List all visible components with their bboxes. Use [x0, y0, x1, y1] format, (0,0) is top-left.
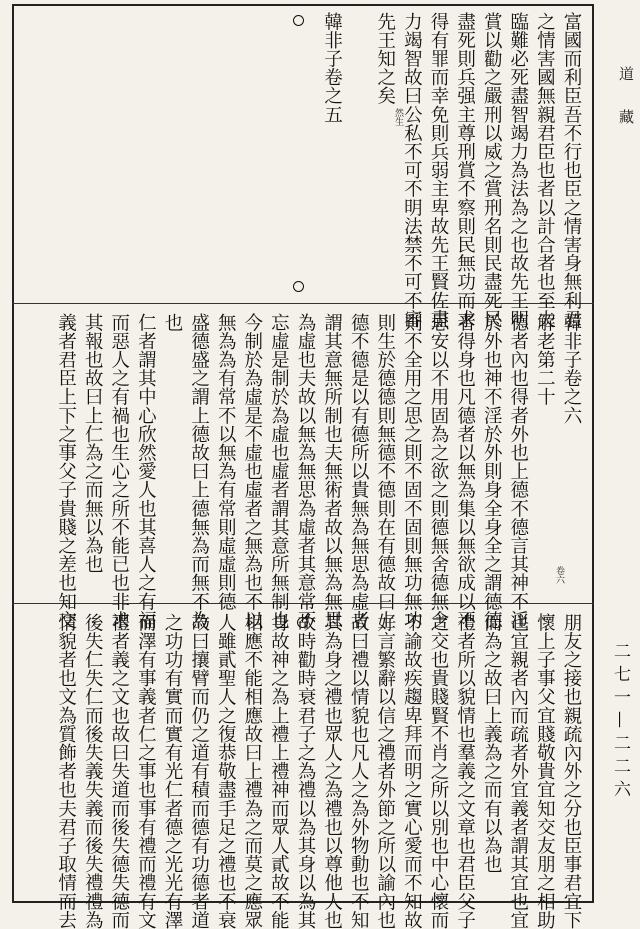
bottom-column-5: 禮者所以貌情也羣義之文章也君臣父子 [454, 613, 476, 929]
middle-column-8: 則生於德德則無德不德則在有德故曰上 [374, 313, 396, 630]
top-column-3: 臨難必死盡智竭力為法為之也故先王明 [507, 12, 529, 329]
bottom-column-14: 人雖貳聖人之復恭敬盡手足之禮也不衰 [215, 613, 237, 929]
middle-column-19: 其報也故曰上仁為之而無以為也 [82, 313, 104, 574]
middle-column-17: 仁者謂其中心欣然愛人也其喜人之有福 [135, 313, 157, 630]
page-mark: 卷六 [554, 566, 564, 584]
bottom-column-2: 懷上子事父宜賤敬貴宜知交友朋之相助 [534, 613, 556, 929]
middle-column-18: 而惡人之有禍也生心之所不能已也非求 [108, 313, 130, 630]
bottom-column-3: 也宜親者內而疏者外宜義者謂其宜也宜 [507, 613, 529, 929]
top-column-1: 富國而利臣吾不行也臣之情害身無利君 [561, 12, 582, 329]
middle-column-1: 韓非子卷之六 [561, 313, 582, 425]
middle-column-12: 忘虛是制於為虛也虛者謂其意所無制也 [268, 313, 290, 630]
bottom-column-10: 其為身之禮也眾人之為禮也以尊他人也 [321, 613, 343, 929]
bottom-column-20: 情貌者也文為質飾者也夫君子取情而去 [55, 613, 77, 929]
bottom-column-19: 後失仁失仁而後失義失義而後失禮禮為 [82, 613, 104, 929]
bottom-column-8: 好言繁辭以信之禮者外節之所以諭內也 [374, 613, 396, 929]
bottom-column-11: 故時勸時衰君子之為禮以為其身以為其 [295, 613, 316, 929]
bottom-column-16: 之功功有實而實有光仁者德之光光有澤 [162, 613, 183, 929]
top-column-4: 賞以勸之嚴刑以威之賞刑名則民盡死民 [481, 12, 503, 329]
middle-column-15: 盛德盛之謂上德故曰上德無為而無不為 [188, 313, 210, 630]
middle-column-11: 為虛也夫故以無為無思為虛者其意常不 [295, 313, 316, 630]
middle-column-10: 謂其意無所制也夫無術者故以無為無思 [321, 313, 343, 630]
bottom-column-12: 身故神之為上禮上禮神而眾人貳故不能 [268, 613, 290, 929]
middle-column-6: 思安以不用固為之欲之則德無舍德無舍 [428, 313, 449, 630]
middle-column-13: 今制於為虛是不虛也虛者之無為也不以 [241, 313, 263, 630]
small-note: 然生 [393, 108, 403, 126]
bottom-column-7: 不諭故疾趨卑拜而明之實心愛而不知故 [401, 613, 423, 929]
top-column-6: 得有罪而幸免則兵弱主卑故先王賢佐盡 [428, 12, 449, 329]
bottom-column-1: 朋友之接也親疏內外之分也臣事君宜下 [561, 613, 582, 929]
end-circle-mark [293, 281, 304, 292]
paragraph-circle-mark [297, 617, 308, 628]
page-number: 二七一—二二六 [610, 642, 630, 803]
middle-column-20: 義者君臣上下之事父子貴賤之差也知交 [55, 313, 77, 630]
middle-column-7: 則不全用之思之則不固不固則無功無功 [401, 313, 423, 630]
bottom-column-6: 之交也貴賤賢不肖之所以別也中心懷而 [428, 613, 449, 929]
top-column-5: 盡死則兵强主尊刑賞不察則民無功而求 [454, 12, 476, 329]
middle-column-4: 於外也神不淫於外則身全身全之謂德德 [481, 313, 503, 630]
bottom-column-9: 故曰禮以情貌也凡人之為外物動也不知 [348, 613, 370, 929]
middle-column-16: 也 [162, 313, 183, 332]
top-column-10: 韓非子卷之五 [321, 12, 343, 124]
middle-column-9: 德不德是以有德所以貴無為無思為虛者 [348, 313, 370, 630]
bottom-column-15: 故曰攘臂而仍之道有積而德有功德者道 [188, 613, 210, 929]
middle-column-2: 解老第二十 [534, 313, 556, 406]
margin-label: 道藏 [617, 66, 635, 152]
bottom-column-13: 相應不能相應故曰上禮為之而莫之應眾 [241, 613, 263, 929]
bottom-column-4: 而為之故曰上義為之而有以為也 [481, 613, 503, 874]
top-column-7: 力竭智故曰公私不可不明法禁不可不審 [401, 12, 423, 329]
middle-column-14: 無為為有常不以無為有常則虛虛則德 [215, 313, 237, 611]
bottom-column-18: 禮者義之文也故曰失道而後失德失德而 [108, 613, 130, 929]
section-circle-mark [293, 15, 304, 26]
top-column-8: 先王知之矣 [374, 12, 396, 105]
middle-column-3: 德者內也得者外也上德不德言其神不淫 [507, 313, 529, 630]
middle-column-5: 者得身也凡德者以無為集以無欲成以不 [454, 313, 476, 630]
top-column-2: 之情害國無親君臣也者以計合者也至夫 [534, 12, 556, 329]
bottom-column-17: 而澤有事義者仁之事也事有禮而禮有文 [135, 613, 157, 929]
